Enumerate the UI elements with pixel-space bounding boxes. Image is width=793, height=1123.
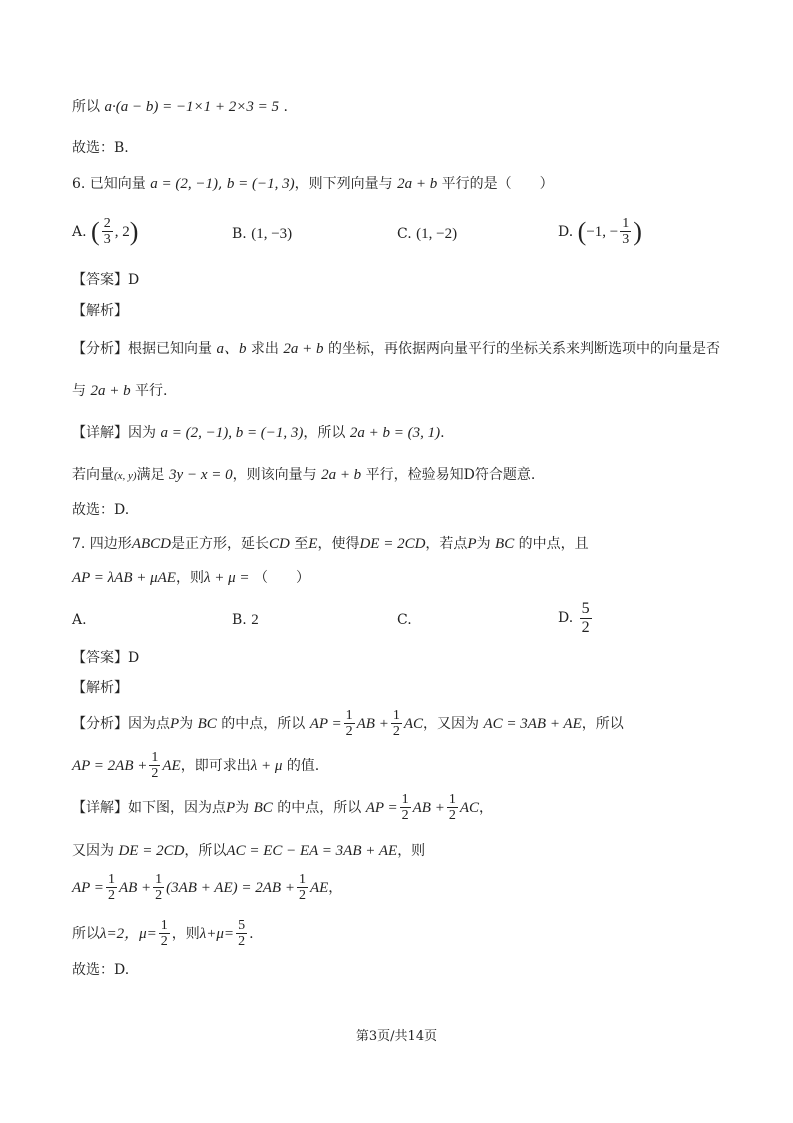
- analysis-line: [72, 340, 720, 358]
- text-span: 满足: [136, 467, 165, 483]
- math-expr: −1, −: [586, 223, 619, 240]
- option-b: [232, 226, 292, 243]
- numerator: 1: [151, 750, 159, 765]
- numerator: 1: [107, 872, 115, 887]
- option-d: [558, 600, 594, 636]
- text-span: ，: [479, 799, 494, 816]
- page-footer: 第3页/共14页: [355, 1029, 438, 1044]
- numerator: 1: [160, 918, 168, 933]
- text-span: ，: [328, 879, 343, 896]
- paren: ): [129, 216, 139, 246]
- detail-line: [72, 842, 425, 860]
- numerator: 1: [298, 872, 306, 887]
- fraction: [400, 792, 411, 824]
- fraction: [344, 708, 355, 740]
- fraction: [149, 750, 160, 782]
- option-label: C.: [397, 226, 412, 242]
- math-expr: P: [467, 536, 477, 552]
- math-expr: λ=2，μ=: [100, 925, 157, 942]
- text-span: 【分析】根据已知向量: [72, 341, 212, 357]
- option-a: [72, 216, 138, 248]
- fraction: [620, 216, 631, 248]
- math-expr: AP = 2AB +: [72, 757, 148, 774]
- paren: ): [633, 216, 642, 246]
- option-label: B.: [232, 226, 247, 242]
- option-label: D.: [558, 223, 574, 240]
- question-7-stem: [72, 569, 310, 587]
- math-expr: a = (2, −1), b = (−1, 3): [160, 425, 304, 441]
- choice-line: 故选：D.: [72, 962, 130, 978]
- numerator: 1: [401, 792, 409, 807]
- text-span: 为: [235, 799, 250, 816]
- text-span: 所以: [72, 99, 100, 115]
- choice-line: 故选：D.: [72, 502, 130, 518]
- math-expr: 2a + b: [321, 467, 362, 483]
- text-span: 7. 四边形: [72, 536, 132, 552]
- text-span: .: [440, 425, 445, 441]
- text-span: ，则: [397, 843, 426, 859]
- text-span: 的值.: [286, 757, 320, 774]
- text-span: 的中点，所以: [277, 799, 362, 816]
- math-expr: DE = 2CD: [118, 843, 185, 859]
- math-expr: a、b: [216, 341, 247, 357]
- text-span: 平行，检验易知D符合题意.: [365, 467, 536, 483]
- math-expr: 2a + b: [283, 341, 324, 357]
- math-expr: AB +: [118, 879, 152, 896]
- math-expr: 3y − x = 0: [169, 467, 233, 483]
- denominator: 2: [345, 724, 353, 740]
- answer-label: 【答案】D: [72, 272, 140, 288]
- text-span: 【分析】因为点: [72, 715, 170, 732]
- text-span: ，又因为: [423, 715, 480, 732]
- math-expr: ABCD: [131, 536, 171, 552]
- fraction: [391, 708, 402, 740]
- fraction: [153, 872, 164, 904]
- text-span: .: [283, 99, 288, 115]
- numerator: 1: [392, 708, 400, 723]
- fraction: [102, 216, 113, 248]
- numerator: 5: [581, 600, 590, 617]
- fraction: [297, 872, 308, 904]
- text-span: ，则: [171, 925, 200, 942]
- math-expr: (1, −3): [251, 226, 293, 242]
- math-expr: BC: [253, 799, 273, 816]
- math-expr: b = (−1, 3): [226, 176, 295, 192]
- math-expr: a = (2, −1): [150, 176, 218, 192]
- detail-line: [72, 792, 493, 824]
- text-span: 的坐标，再依据两向量平行的坐标关系来判断选项中的向量是否: [327, 341, 720, 357]
- math-expr: 2: [251, 612, 259, 628]
- text-span: 至: [294, 536, 309, 552]
- numerator: 1: [155, 872, 163, 887]
- detail-line: [72, 872, 342, 904]
- math-expr: AC: [459, 799, 480, 816]
- math-expr: λ + μ =: [203, 570, 250, 586]
- math-expr: AE: [162, 757, 181, 774]
- text-span: ，则: [175, 570, 204, 586]
- denominator: 2: [160, 934, 168, 950]
- paren: (: [91, 216, 100, 246]
- math-expr: CD: [268, 536, 290, 552]
- math-expr: (3AB + AE) = 2AB +: [166, 879, 295, 896]
- denominator: 3: [622, 232, 630, 248]
- math-expr: AE: [309, 879, 329, 896]
- text-span: 平行.: [135, 383, 168, 399]
- text-span: 求出: [250, 341, 279, 357]
- option-d: [558, 216, 642, 248]
- denominator: 2: [401, 808, 409, 824]
- option-label: B.: [232, 612, 247, 628]
- fraction: [236, 918, 247, 950]
- denominator: 2: [151, 766, 159, 782]
- math-expr: a·(a − b) = −1×1 + 2×3 = 5: [104, 99, 280, 115]
- math-expr: AP =: [309, 715, 342, 732]
- math-expr: E: [308, 536, 318, 552]
- math-expr: BC: [197, 715, 217, 732]
- math-expr: 2a + b = (3, 1): [349, 425, 441, 441]
- math-expr: AC = 3AB + AE: [483, 715, 582, 732]
- option-label: A.: [72, 612, 87, 628]
- paren: (: [577, 216, 587, 246]
- text-span: 6. 已知向量: [72, 176, 146, 192]
- math-expr: DE = 2CD: [359, 536, 426, 552]
- text-span: ，即可求出: [180, 757, 251, 774]
- denominator: 2: [107, 888, 115, 904]
- math-expr: AP = λAB + μAE: [72, 570, 176, 586]
- fraction: [447, 792, 458, 824]
- option-label: A.: [72, 223, 87, 240]
- fraction: [159, 918, 170, 950]
- text-span: 若向量: [72, 467, 114, 483]
- math-expr: P: [170, 715, 180, 732]
- numerator: 1: [622, 216, 630, 231]
- choice-line: 故选：B.: [72, 140, 129, 156]
- text-span: 的中点，且: [518, 536, 589, 552]
- text-span: 所以: [72, 925, 100, 942]
- denominator: 2: [448, 808, 456, 824]
- option-b: [232, 612, 259, 629]
- option-c: [397, 612, 412, 628]
- text-span: 与: [72, 383, 86, 399]
- math-expr: AP =: [72, 879, 104, 896]
- text-span: 平行的是（ ）: [441, 176, 554, 192]
- analysis-line: [72, 708, 624, 740]
- text-span: ，若点: [425, 536, 468, 552]
- text-span: .: [249, 925, 254, 942]
- numerator: 2: [103, 216, 111, 231]
- option-c: [397, 226, 457, 243]
- math-expr: P: [226, 799, 236, 816]
- question-6-stem: 6. 已知向量 a = (2, −1), b = (−1, 3)，则下列向量与 2a + b 平行的是（ ）: [72, 176, 554, 192]
- text-span: ，所以: [581, 715, 624, 732]
- text-span: 【详解】如下图，因为点: [72, 799, 226, 816]
- text-span: （ ）: [253, 570, 310, 586]
- text-span: 为: [476, 536, 491, 552]
- denominator: 2: [238, 934, 246, 950]
- math-expr: (1, −2): [416, 226, 458, 242]
- option-label: C.: [397, 612, 412, 628]
- text-span: 的中点，所以: [221, 715, 306, 732]
- denominator: 2: [298, 888, 306, 904]
- numerator: 1: [448, 792, 456, 807]
- text-span: 是正方形，延长: [170, 536, 269, 552]
- detail-line: [72, 918, 254, 950]
- math-expr: 2a + b: [397, 176, 438, 192]
- fraction: [106, 872, 117, 904]
- math-expr: (x, y): [114, 470, 137, 482]
- math-expr: AB +: [412, 799, 445, 816]
- analysis-line: [72, 382, 167, 400]
- option-label: D.: [558, 610, 574, 627]
- numerator: 1: [345, 708, 353, 723]
- fraction: [580, 600, 592, 636]
- math-expr: , 2: [114, 223, 130, 240]
- numerator: 5: [238, 918, 246, 933]
- math-expr: BC: [495, 536, 515, 552]
- text-span: ，所以: [184, 843, 227, 859]
- analysis-line: [72, 750, 319, 782]
- math-expr: 2a + b: [90, 383, 131, 399]
- text-span: ，则该向量与: [232, 467, 317, 483]
- math-expr: AB +: [356, 715, 389, 732]
- text-span: ，所以: [303, 425, 346, 441]
- analysis-heading: 【解析】: [72, 303, 128, 319]
- text-span: 又因为: [72, 843, 114, 859]
- detail-line: [72, 466, 535, 484]
- denominator: 3: [103, 232, 111, 248]
- text-span: ，使得: [317, 536, 360, 552]
- math-expr: λ + μ: [250, 757, 283, 774]
- option-a: [72, 612, 87, 628]
- denominator: 2: [581, 618, 590, 636]
- math-expr: AP =: [365, 799, 398, 816]
- question-7-stem: [72, 535, 589, 553]
- denominator: 2: [392, 724, 400, 740]
- text-span: 为: [179, 715, 194, 732]
- analysis-heading: 【解析】: [72, 680, 128, 696]
- text-span: 【详解】因为: [72, 425, 156, 441]
- denominator: 2: [155, 888, 163, 904]
- text-line: [72, 98, 288, 116]
- math-expr: AC = EC − EA = 3AB + AE: [226, 843, 398, 859]
- math-expr: AC: [403, 715, 424, 732]
- text-span: ，则下列向量与: [294, 176, 393, 192]
- detail-line: [72, 424, 445, 442]
- math-expr: λ+μ=: [199, 925, 235, 942]
- answer-label: 【答案】D: [72, 650, 140, 666]
